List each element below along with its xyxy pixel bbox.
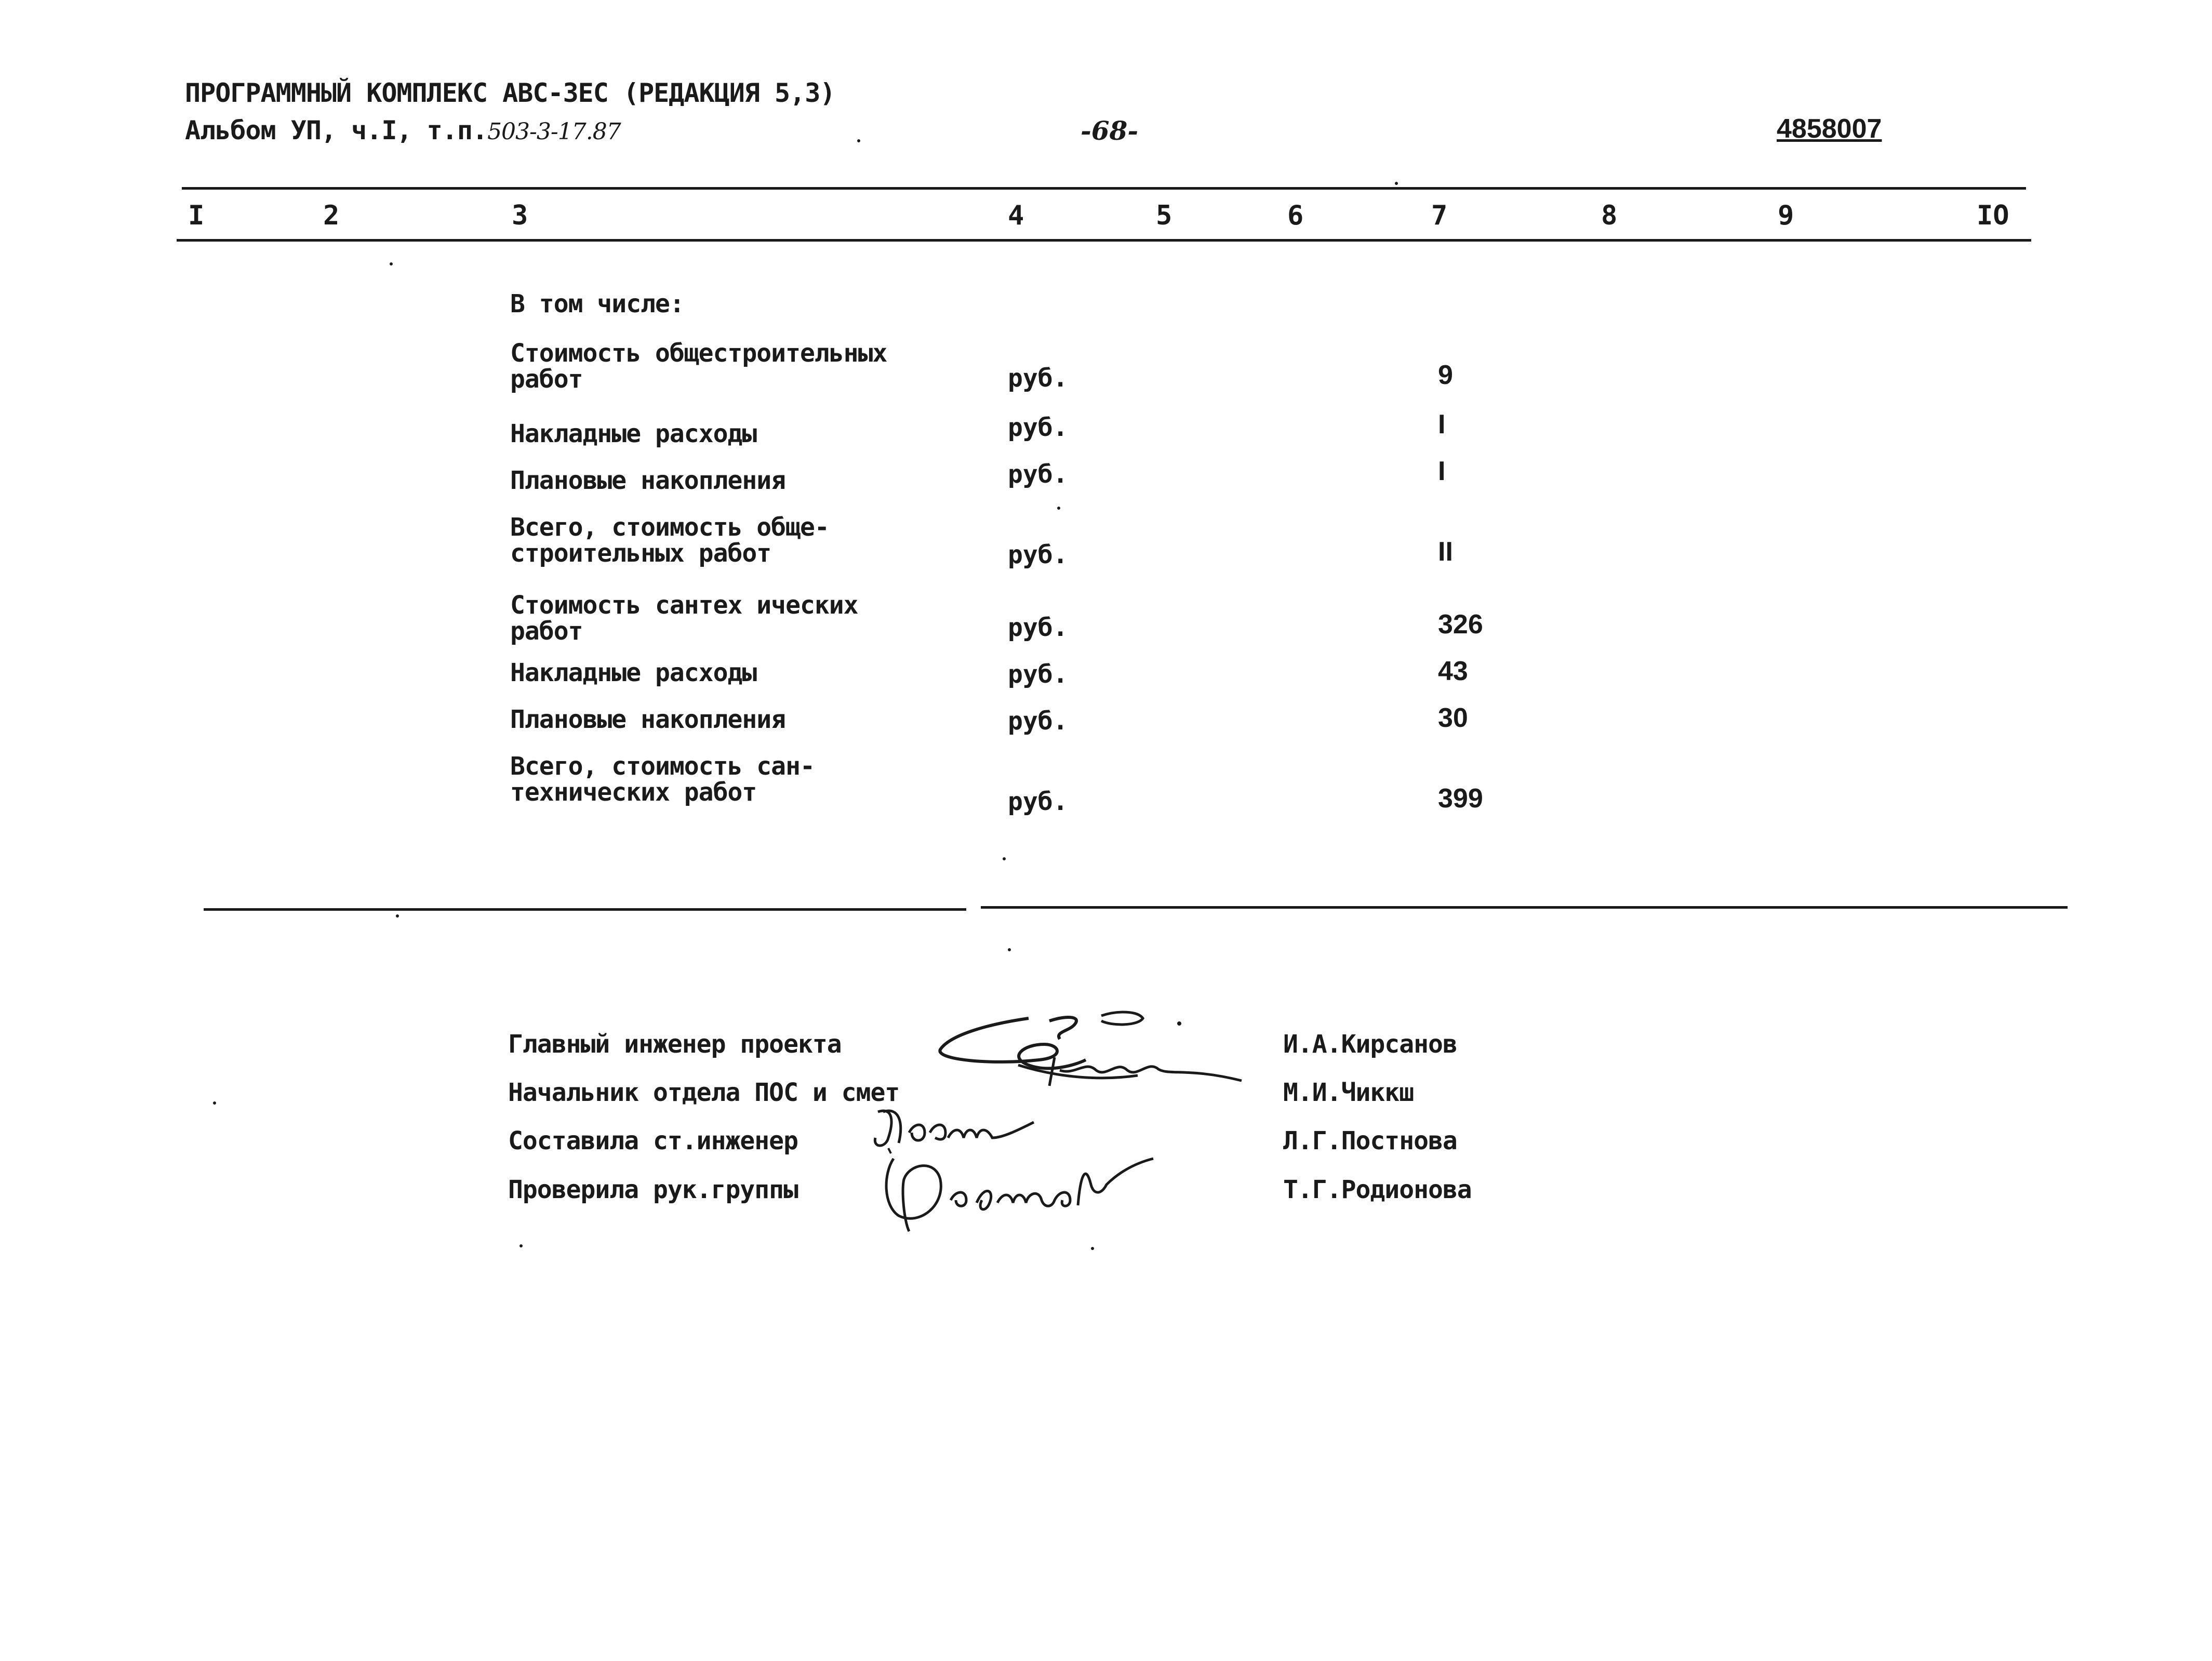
scan-speck: [1091, 1247, 1094, 1250]
table-top-rule: [182, 187, 2026, 190]
scan-speck: [213, 1101, 216, 1105]
column-number: IO: [1977, 200, 2009, 231]
document-number: 4858007: [1777, 114, 1882, 144]
scan-speck: [1395, 182, 1398, 185]
page-number: -68-: [1081, 115, 1139, 146]
row-unit: руб.: [1008, 540, 1068, 569]
column-number: 5: [1156, 200, 1172, 231]
row-label: Стоимость сантех ических работ: [510, 591, 858, 646]
table-bottom-rule-right: [981, 906, 2068, 909]
album-label: Альбом УП, ч.I, т.п.: [185, 115, 488, 145]
scan-speck: [519, 1244, 523, 1247]
album-reference: [185, 115, 621, 145]
signature-role: Главный инженер проекта: [508, 1030, 842, 1059]
scan-speck: [857, 139, 860, 142]
signature-role: Начальник отдела ПОС и смет: [508, 1078, 900, 1107]
row-value: 9: [1438, 360, 1453, 390]
row-unit: руб.: [1008, 460, 1068, 489]
row-label: Стоимость общестроительных работ: [510, 339, 887, 394]
signature-chief-engineer: [930, 1008, 1252, 1107]
row-label: Всего, стоимость сан- технических работ: [510, 752, 815, 807]
scan-speck: [396, 914, 399, 918]
row-unit: руб.: [1008, 413, 1068, 442]
column-number: 8: [1601, 200, 1618, 231]
signature-checker: [873, 1143, 1164, 1237]
row-label: Плановые накопления: [510, 705, 786, 734]
row-unit: руб.: [1008, 364, 1068, 393]
table-bottom-rule-left: [204, 908, 966, 911]
row-label: Накладные расходы: [510, 658, 757, 687]
signature-name: И.А.Кирсанов: [1283, 1030, 1457, 1059]
row-unit: руб.: [1008, 707, 1068, 736]
row-value: 30: [1438, 703, 1468, 733]
table-header-rule: [177, 239, 2031, 242]
row-unit: руб.: [1008, 787, 1068, 816]
column-number: 4: [1008, 200, 1024, 231]
row-label: Всего, стоимость обще- строительных работ: [510, 513, 829, 568]
signature-role: Проверила рук.группы: [508, 1175, 798, 1204]
signature-role: Составила ст.инженер: [508, 1126, 798, 1155]
scan-speck: [1003, 857, 1006, 860]
column-number: I: [188, 200, 205, 231]
row-label: Плановые накопления: [510, 466, 786, 495]
section-intro: В том числе:: [510, 289, 684, 318]
column-number: 2: [323, 200, 340, 231]
row-label: Накладные расходы: [510, 419, 757, 448]
row-unit: руб.: [1008, 613, 1068, 642]
scan-speck: [1057, 507, 1060, 510]
column-number: 3: [512, 200, 528, 231]
row-value: 43: [1438, 656, 1468, 686]
signature-name: Т.Г.Родионова: [1283, 1175, 1472, 1204]
column-number: 9: [1778, 200, 1794, 231]
column-number: 6: [1287, 200, 1304, 231]
row-value: I: [1438, 456, 1446, 486]
project-code: 503-3-17.87: [487, 118, 621, 145]
row-unit: руб.: [1008, 660, 1068, 689]
scan-speck: [390, 262, 393, 265]
row-value: II: [1438, 537, 1453, 567]
row-value: I: [1438, 409, 1446, 440]
row-value: 399: [1438, 783, 1483, 814]
scan-speck: [1008, 948, 1011, 951]
column-number: 7: [1431, 200, 1448, 231]
signature-name: Л.Г.Постнова: [1283, 1126, 1457, 1155]
row-value: 326: [1438, 609, 1483, 640]
program-title: ПРОГРАММНЫЙ КОМПЛЕКС АВС-ЗЕС (РЕДАКЦИЯ 5,3): [185, 78, 835, 108]
signature-name: М.И.Чиккш: [1283, 1078, 1414, 1107]
